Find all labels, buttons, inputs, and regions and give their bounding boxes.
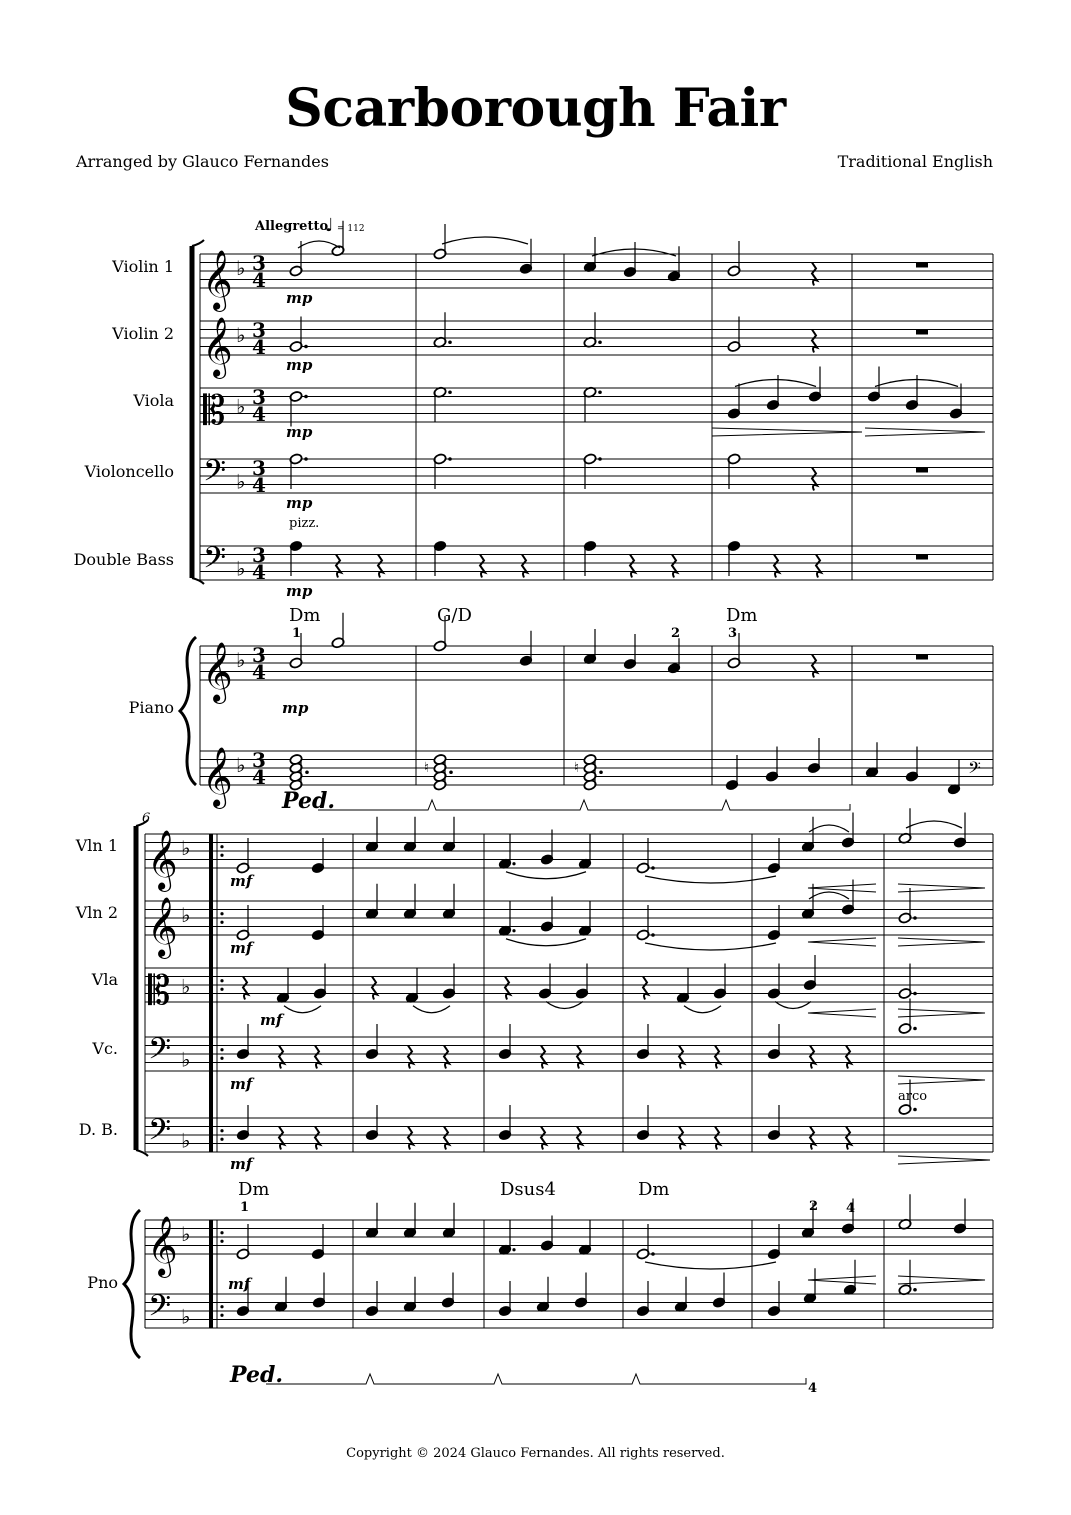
chord-symbol: Dsus4 xyxy=(500,1179,556,1200)
slur xyxy=(809,825,849,832)
pedal-marking: Ped. xyxy=(282,788,335,814)
quarter-rest-icon xyxy=(243,977,248,1000)
staff-label-vln-2: Vln 2 xyxy=(75,903,118,922)
fingering: 2 xyxy=(671,626,681,641)
dynamic-mf: mf xyxy=(230,1075,253,1093)
arranger-credit: Arranged by Glauco Fernandes xyxy=(76,152,329,171)
bass-clef-icon: 𝄢 xyxy=(148,1113,172,1155)
pedal-line xyxy=(318,800,850,810)
flat-icon: ♭ xyxy=(181,974,191,999)
bass-clef-icon: 𝄢 xyxy=(148,1289,172,1331)
measure-number: 6 xyxy=(142,811,151,826)
quarter-rest-icon xyxy=(679,1127,684,1150)
slur xyxy=(284,1006,321,1013)
repeat-dot xyxy=(220,1138,223,1141)
treble-clef-icon: 𝄞 xyxy=(202,317,233,377)
alto-clef-icon: 𝄡 xyxy=(148,968,171,1014)
repeat-dot xyxy=(220,921,223,924)
staff-label-violin-1: Violin 1 xyxy=(112,257,174,276)
quarter-rest-icon xyxy=(408,1046,413,1069)
quarter-rest-icon xyxy=(480,555,485,578)
chord-symbol: G/D xyxy=(437,605,472,626)
fingering: 2 xyxy=(809,1199,819,1214)
repeat-dot xyxy=(220,1231,223,1234)
treble-clef-icon: 𝄞 xyxy=(202,747,233,807)
flat-icon: ♭ xyxy=(236,394,246,419)
time-signature-top: 3 xyxy=(252,748,266,772)
pizz-marking: pizz. xyxy=(289,516,320,531)
time-signature-bottom: 4 xyxy=(252,473,266,497)
dynamic-mf: mf xyxy=(260,1011,283,1029)
score-title: Scarborough Fair xyxy=(285,78,786,139)
chord-symbol: Dm xyxy=(726,605,758,626)
repeat-dot xyxy=(220,1240,223,1243)
note-dot xyxy=(448,457,452,461)
staff-label-vln-1: Vln 1 xyxy=(75,836,118,855)
quarter-rest-icon xyxy=(643,977,648,1000)
flat-icon: ♭ xyxy=(181,1304,191,1329)
note-dot xyxy=(512,1248,515,1251)
piano-brace xyxy=(124,1210,140,1358)
repeat-dot xyxy=(220,1129,223,1132)
slur xyxy=(442,237,528,244)
natural-icon: ♮ xyxy=(574,760,580,776)
note-dot xyxy=(448,390,452,394)
time-signature-bottom: 4 xyxy=(252,560,266,584)
time-signature-top: 3 xyxy=(252,385,266,409)
quarter-rest-icon xyxy=(679,1046,684,1069)
slur xyxy=(906,821,962,828)
quarter-rest-icon xyxy=(541,1127,546,1150)
dynamic-mf: mf xyxy=(230,1155,253,1173)
natural-icon: ♮ xyxy=(424,760,430,776)
note-dot xyxy=(651,933,655,937)
flat-icon: ♭ xyxy=(181,1128,191,1153)
quarter-rest-icon xyxy=(577,1127,582,1150)
repeat-dot xyxy=(220,845,223,848)
quarter-rest-icon xyxy=(810,1046,815,1069)
note-dot xyxy=(305,770,309,774)
quarter-rest-icon xyxy=(444,1127,449,1150)
note-dot xyxy=(304,345,308,349)
note-dot xyxy=(448,340,452,344)
composer-credit: Traditional English xyxy=(837,152,993,171)
time-signature-bottom: 4 xyxy=(252,660,266,684)
flat-icon: ♭ xyxy=(236,256,246,280)
time-signature-top: 3 xyxy=(252,643,266,667)
fingering: 4 xyxy=(846,1201,856,1216)
note-dot xyxy=(913,1027,917,1031)
quarter-rest-icon xyxy=(336,555,341,578)
note-dot xyxy=(913,992,917,996)
slur xyxy=(775,1002,811,1009)
tempo-note-icon: ♩ xyxy=(325,215,334,236)
note-dot xyxy=(512,862,515,865)
quarter-rest-icon xyxy=(774,555,779,578)
time-signature-bottom: 4 xyxy=(252,402,266,426)
note-dot xyxy=(598,457,602,461)
quarter-rest-icon xyxy=(816,555,821,578)
time-signature-top: 3 xyxy=(252,251,266,275)
slur xyxy=(684,1006,721,1013)
flat-icon: ♭ xyxy=(181,836,191,860)
time-signature-top: 3 xyxy=(252,318,266,342)
staff-label-db: D. B. xyxy=(78,1120,118,1139)
staff-label-double-bass: Double Bass xyxy=(73,550,174,569)
note-dot xyxy=(599,770,603,774)
bass-clef-icon: 𝄢 xyxy=(203,454,227,496)
quarter-rest-icon xyxy=(812,263,817,286)
dynamic-mp: mp xyxy=(282,699,309,717)
quarter-rest-icon xyxy=(378,555,383,578)
slur xyxy=(735,380,816,387)
treble-clef-icon: 𝄞 xyxy=(147,897,178,957)
dynamic-mp: mp xyxy=(286,423,313,441)
hairpin xyxy=(898,1156,990,1164)
slur xyxy=(645,876,776,883)
staff-label-vc: Vc. xyxy=(92,1039,118,1058)
quarter-rest-icon xyxy=(522,555,527,578)
note-dot xyxy=(598,390,602,394)
fingering: 1 xyxy=(292,626,302,641)
flat-icon: ♭ xyxy=(236,469,246,494)
fingering: 3 xyxy=(728,626,738,641)
slur xyxy=(645,1262,776,1269)
slur xyxy=(506,939,586,946)
time-signature-bottom: 4 xyxy=(252,765,266,789)
time-signature-top: 3 xyxy=(252,543,266,567)
note-dot xyxy=(651,1252,655,1256)
quarter-rest-icon xyxy=(279,1046,284,1069)
quarter-rest-icon xyxy=(315,1127,320,1150)
hairpin xyxy=(808,938,985,946)
staff-label-piano: Piano xyxy=(128,698,174,717)
dynamic-mf: mf xyxy=(228,1275,251,1293)
whole-rest-icon xyxy=(916,468,928,473)
repeat-dot xyxy=(220,1305,223,1308)
slur xyxy=(592,249,676,256)
quarter-rest-icon xyxy=(541,1046,546,1069)
alto-clef-icon: 𝄡 xyxy=(203,388,226,434)
hairpin xyxy=(808,884,985,892)
quarter-rest-icon xyxy=(672,555,677,578)
flat-icon: ♭ xyxy=(236,556,246,581)
note-dot xyxy=(651,866,655,870)
hairpin xyxy=(712,428,985,436)
time-signature-bottom: 4 xyxy=(252,335,266,359)
note-dot xyxy=(512,929,515,932)
chord-symbol: Dm xyxy=(638,1179,670,1200)
dynamic-mp: mp xyxy=(286,289,313,307)
note-dot xyxy=(304,395,308,399)
slur xyxy=(645,943,776,950)
quarter-rest-icon xyxy=(372,977,377,1000)
dynamic-mf: mf xyxy=(230,872,253,890)
tempo-value: = 112 xyxy=(337,224,365,234)
hairpin xyxy=(808,1276,876,1284)
bass-clef-icon: 𝄢 xyxy=(203,541,227,583)
system-1 xyxy=(74,215,993,814)
slur xyxy=(413,1006,450,1013)
staff-label-pno: Pno xyxy=(87,1273,118,1292)
dynamic-mp: mp xyxy=(286,356,313,374)
slur xyxy=(298,241,340,248)
quarter-rest-icon xyxy=(846,1046,851,1069)
copyright-notice: Copyright © 2024 Glauco Fernandes. All rights reserved. xyxy=(346,1446,725,1461)
hairpin xyxy=(898,1076,985,1084)
quarter-rest-icon xyxy=(630,555,635,578)
arco-marking: arco xyxy=(898,1089,928,1104)
repeat-dot xyxy=(220,979,223,982)
repeat-dot xyxy=(220,1314,223,1317)
bass-clef-icon: 𝄢 xyxy=(148,1032,172,1074)
fingering: 1 xyxy=(240,1200,250,1215)
treble-clef-icon: 𝄞 xyxy=(202,250,233,310)
bass-clef-icon: 𝄢 xyxy=(968,757,981,782)
quarter-rest-icon xyxy=(812,655,817,678)
quarter-rest-icon xyxy=(315,1046,320,1069)
pedal-marking: Ped. xyxy=(230,1362,283,1388)
quarter-rest-icon xyxy=(715,1046,720,1069)
note-dot xyxy=(449,770,453,774)
flat-icon: ♭ xyxy=(236,648,246,672)
whole-rest-icon xyxy=(916,330,928,335)
dynamic-mp: mp xyxy=(286,494,313,512)
quarter-rest-icon xyxy=(846,1127,851,1150)
staff-label-violin-2: Violin 2 xyxy=(112,324,174,343)
repeat-dot xyxy=(220,854,223,857)
whole-rest-icon xyxy=(916,655,928,660)
note-dot xyxy=(913,916,917,920)
treble-clef-icon: 𝄞 xyxy=(147,1216,178,1276)
pedal-line xyxy=(266,1374,806,1384)
quarter-rest-icon xyxy=(812,330,817,353)
quarter-rest-icon xyxy=(810,1127,815,1150)
treble-clef-icon: 𝄞 xyxy=(147,830,178,890)
quarter-rest-icon xyxy=(812,468,817,491)
slur xyxy=(506,872,586,879)
whole-rest-icon xyxy=(916,555,928,560)
quarter-rest-icon xyxy=(577,1046,582,1069)
note-dot xyxy=(598,340,602,344)
quarter-rest-icon xyxy=(408,1127,413,1150)
hairpin xyxy=(808,1009,985,1017)
treble-clef-icon: 𝄞 xyxy=(202,642,233,702)
time-signature-bottom: 4 xyxy=(252,268,266,292)
repeat-dot xyxy=(220,1048,223,1051)
slur xyxy=(809,892,849,899)
note-dot xyxy=(913,1108,917,1112)
whole-rest-icon xyxy=(916,263,928,268)
piano-brace xyxy=(180,637,196,785)
tempo-text: Allegretto xyxy=(255,219,329,234)
chord-symbol: Dm xyxy=(238,1179,270,1200)
dynamic-mf: mf xyxy=(230,939,253,957)
chord-symbol: Dm xyxy=(289,605,321,626)
flat-icon: ♭ xyxy=(181,903,191,927)
hairpin xyxy=(898,1276,985,1284)
fingering: 4 xyxy=(808,1381,818,1396)
note-dot xyxy=(304,457,308,461)
quarter-rest-icon xyxy=(444,1046,449,1069)
system-1-staves xyxy=(200,221,993,809)
staff-label-viola: Viola xyxy=(133,391,174,410)
quarter-rest-icon xyxy=(715,1127,720,1150)
repeat-dot xyxy=(220,988,223,991)
flat-icon: ♭ xyxy=(236,753,246,777)
note-dot xyxy=(913,1288,917,1292)
quarter-rest-icon xyxy=(279,1127,284,1150)
dynamic-mp: mp xyxy=(286,582,313,600)
quarter-rest-icon xyxy=(505,977,510,1000)
flat-icon: ♭ xyxy=(181,1047,191,1072)
system-2-staves xyxy=(145,808,993,1330)
staff-label-violoncello: Violoncello xyxy=(84,462,174,481)
flat-icon: ♭ xyxy=(181,1222,191,1246)
staff-label-vla: Vla xyxy=(91,970,118,989)
repeat-dot xyxy=(220,912,223,915)
repeat-dot xyxy=(220,1057,223,1060)
flat-icon: ♭ xyxy=(236,323,246,347)
time-signature-top: 3 xyxy=(252,456,266,480)
slur xyxy=(546,1002,583,1009)
